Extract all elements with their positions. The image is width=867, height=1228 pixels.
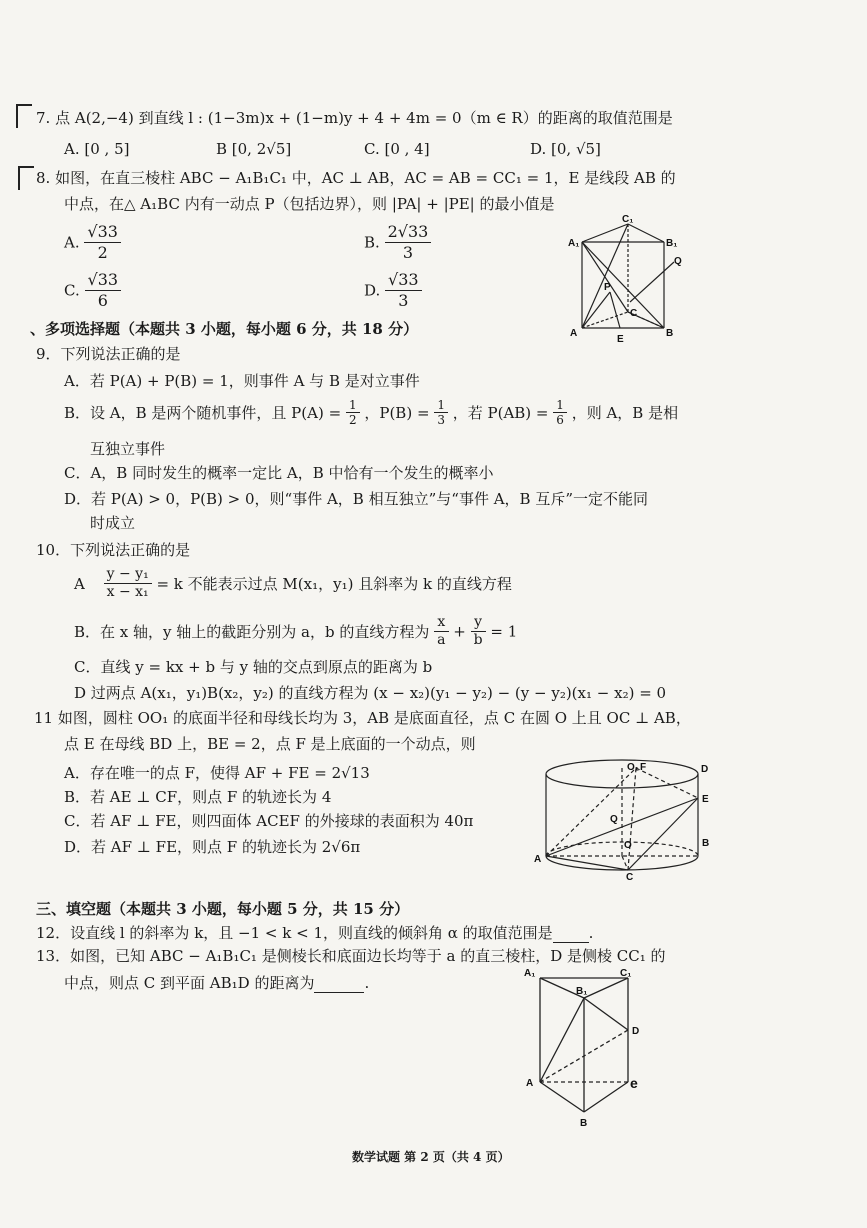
label-c: C bbox=[630, 308, 638, 319]
label-b: B bbox=[666, 328, 674, 339]
label-q: Q bbox=[610, 814, 618, 825]
label-c1: C₁ bbox=[620, 968, 632, 979]
q9-option-a: A．若 P(A) + P(B) = 1，则事件 A 与 B 是对立事件 bbox=[64, 372, 420, 390]
q7-option-b: B [0, 2√5] bbox=[216, 140, 292, 158]
q8-option-a: A. $\frac{√33}{2}$ bbox=[64, 222, 121, 263]
label-f: F bbox=[640, 762, 647, 773]
label-a: A bbox=[526, 1078, 534, 1089]
section-2-title: 、多项选择题（本题共 3 小题，每小题 6 分，共 18 分） bbox=[30, 320, 419, 338]
q12-stem: 12．设直线 l 的斜率为 k，且 −1 < k < 1，则直线的倾斜角 α 的取值范围是 . bbox=[36, 924, 594, 942]
q9-option-d-line1: D．若 P(A) > 0，P(B) > 0，则“事件 A，B 相互独立”与“事件 A，B 互斥”一定不能同 bbox=[64, 490, 648, 508]
q10-stem: 10．下列说法正确的是 bbox=[36, 541, 191, 559]
label-p: P bbox=[604, 282, 611, 293]
q7-option-c: C. [0 , 4] bbox=[364, 140, 430, 158]
label-q: Q bbox=[674, 256, 682, 267]
label-b1: B₁ bbox=[666, 238, 678, 249]
q13-answer-blank bbox=[314, 972, 364, 993]
label-b1: B₁ bbox=[576, 986, 588, 997]
q9-option-b: B．设 A，B 是两个随机事件，且 P(A) = $\frac{1}{2}$ ，P(B) = $\frac{1}{3}$ ，若 P(AB) = $\frac{1}{6}$ ，则 A，B 是相 bbox=[64, 398, 679, 427]
margin-bracket-mark bbox=[18, 166, 34, 190]
q8-stem-line1: 8. 如图，在直三棱柱 ABC − A₁B₁C₁ 中，AC ⊥ AB，AC = AB = CC₁ = 1，E 是线段 AB 的 bbox=[36, 169, 676, 187]
q11-option-a: A．存在唯一的点 F，使得 AF + FE = 2√13 bbox=[64, 764, 370, 782]
q13-prism-figure bbox=[520, 964, 650, 1132]
label-c1: C₁ bbox=[622, 214, 634, 225]
q9-stem: 9．下列说法正确的是 bbox=[36, 345, 181, 363]
label-c: C bbox=[626, 872, 634, 882]
q8-option-d: D. $\frac{√33}{3}$ bbox=[364, 270, 422, 311]
q7-option-d: D. [0, √5] bbox=[530, 140, 601, 158]
q10-option-b: B．在 x 轴，y 轴上的截距分别为 a，b 的直线方程为 $\frac{x}{a}$ + $\frac{y}{b}$ = 1 bbox=[74, 614, 518, 648]
label-a1: A₁ bbox=[524, 968, 536, 979]
label-o: O bbox=[624, 840, 632, 851]
q11-option-c: C．若 AF ⊥ FE，则四面体 ACEF 的外接球的表面积为 40π bbox=[64, 812, 474, 830]
q8-stem-line2: 中点，在△ A₁BC 内有一动点 P（包括边界），则 |PA| + |PE| 的最小值是 bbox=[64, 195, 555, 213]
label-e: E bbox=[702, 794, 709, 805]
label-a: A bbox=[534, 854, 542, 865]
q8-option-c: C. $\frac{√33}{6}$ bbox=[64, 270, 121, 311]
label-e: E bbox=[617, 334, 624, 345]
label-b: B bbox=[702, 838, 710, 849]
section-3-title: 三、填空题（本题共 3 小题，每小题 5 分，共 15 分） bbox=[36, 900, 410, 918]
label-d: D bbox=[701, 764, 709, 775]
q10-option-d: D 过两点 A(x₁，y₁)B(x₂，y₂) 的直线方程为 (x − x₂)(y₁ − y₂) − (y − y₂)(x₁ − x₂) = 0 bbox=[74, 684, 667, 702]
label-d: D bbox=[632, 1026, 640, 1037]
q8-option-b: B. $\frac{2√33}{3}$ bbox=[364, 222, 431, 263]
label-b: B bbox=[580, 1118, 588, 1129]
q9-option-b-line2: 互独立事件 bbox=[90, 440, 166, 458]
q11-cylinder-figure bbox=[530, 752, 720, 882]
q12-answer-blank bbox=[553, 922, 589, 943]
q11-option-b: B．若 AE ⊥ CF，则点 F 的轨迹长为 4 bbox=[64, 788, 332, 806]
q13-stem-line1: 13．如图，已知 ABC − A₁B₁C₁ 是侧棱长和底面边长均等于 a 的直三棱柱，D 是侧棱 CC₁ 的 bbox=[36, 947, 666, 965]
label-c: e bbox=[630, 1075, 638, 1091]
label-o1: O₁ bbox=[627, 762, 639, 773]
label-a: A bbox=[570, 328, 578, 339]
q13-stem-line2: 中点，则点 C 到平面 AB₁D 的距离为 . bbox=[64, 974, 370, 992]
q11-stem-line2: 点 E 在母线 BD 上，BE = 2，点 F 是上底面的一个动点，则 bbox=[64, 735, 476, 753]
q7-option-a: A. [0 , 5] bbox=[64, 140, 130, 158]
q9-option-c: C．A，B 同时发生的概率一定比 A，B 中恰有一个发生的概率小 bbox=[64, 464, 494, 482]
margin-bracket-mark bbox=[16, 104, 32, 128]
q8-prism-figure bbox=[560, 212, 690, 348]
q11-stem-line1: 11 如图，圆柱 OO₁ 的底面半径和母线长均为 3，AB 是底面直径，点 C 在圆 O 上且 OC ⊥ AB， bbox=[34, 709, 691, 727]
q7-stem: 7. 点 A(2,−4) 到直线 l : (1−3m)x + (1−m)y + 4 + 4m = 0（m ∈ R）的距离的取值范围是 bbox=[36, 109, 673, 127]
q10-option-a: A $\frac{\text{y − y₁}}{\text{x − x₁}}$ = k 不能表示过点 M(x₁，y₁) 且斜率为 k 的直线方程 bbox=[74, 566, 512, 600]
page-footer: 数学试题 第 2 页（共 4 页） bbox=[352, 1150, 510, 1164]
q9-option-d-line2: 时成立 bbox=[90, 514, 136, 532]
label-a1: A₁ bbox=[568, 238, 580, 249]
q10-option-c: C．直线 y = kx + b 与 y 轴的交点到原点的距离为 b bbox=[74, 658, 433, 676]
q11-option-d: D．若 AF ⊥ FE，则点 F 的轨迹长为 2√6π bbox=[64, 838, 361, 856]
